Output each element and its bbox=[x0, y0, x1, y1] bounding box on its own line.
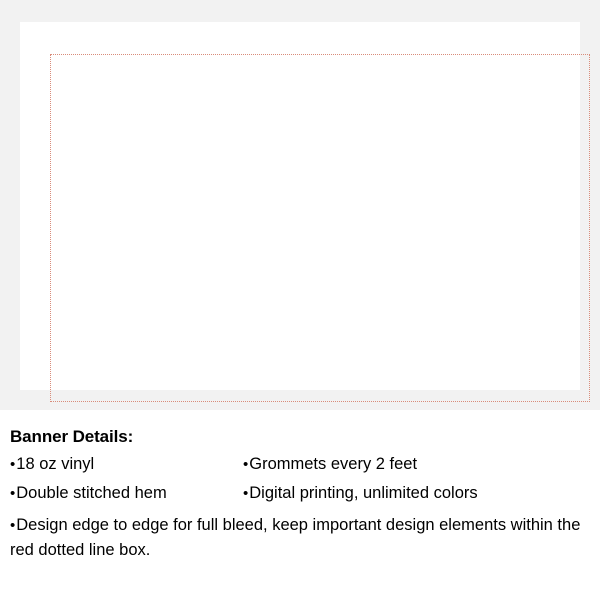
bullet-text: Double stitched hem bbox=[16, 484, 167, 502]
bullet-row bbox=[0, 454, 600, 483]
bullet-row-full-width bbox=[0, 513, 600, 569]
banner-canvas[interactable] bbox=[20, 22, 580, 390]
bullet-item bbox=[243, 483, 478, 504]
bullet-text: Digital printing, unlimited colors bbox=[249, 484, 478, 502]
bullet-row bbox=[0, 483, 600, 512]
bullet-item bbox=[10, 513, 585, 563]
red-dotted-bleed-guide bbox=[50, 54, 590, 402]
bullet-dot-icon: • bbox=[10, 485, 16, 502]
banner-details-section bbox=[0, 410, 600, 600]
bullet-dot-icon: • bbox=[10, 517, 16, 534]
bullet-text: Grommets every 2 feet bbox=[249, 455, 418, 473]
bullet-item bbox=[10, 483, 167, 504]
bullet-text: Design edge to edge for full bleed, keep important design elements within the red dotted line box. bbox=[10, 516, 581, 559]
bullet-item bbox=[243, 454, 417, 475]
bullet-dot-icon: • bbox=[243, 485, 249, 502]
bullet-dot-icon: • bbox=[243, 456, 249, 473]
bullet-dot-icon: • bbox=[10, 456, 16, 473]
bullet-item bbox=[10, 454, 94, 475]
details-bullet-list bbox=[0, 454, 600, 569]
bullet-text: 18 oz vinyl bbox=[16, 455, 95, 473]
details-title: Banner Details: bbox=[10, 427, 134, 446]
